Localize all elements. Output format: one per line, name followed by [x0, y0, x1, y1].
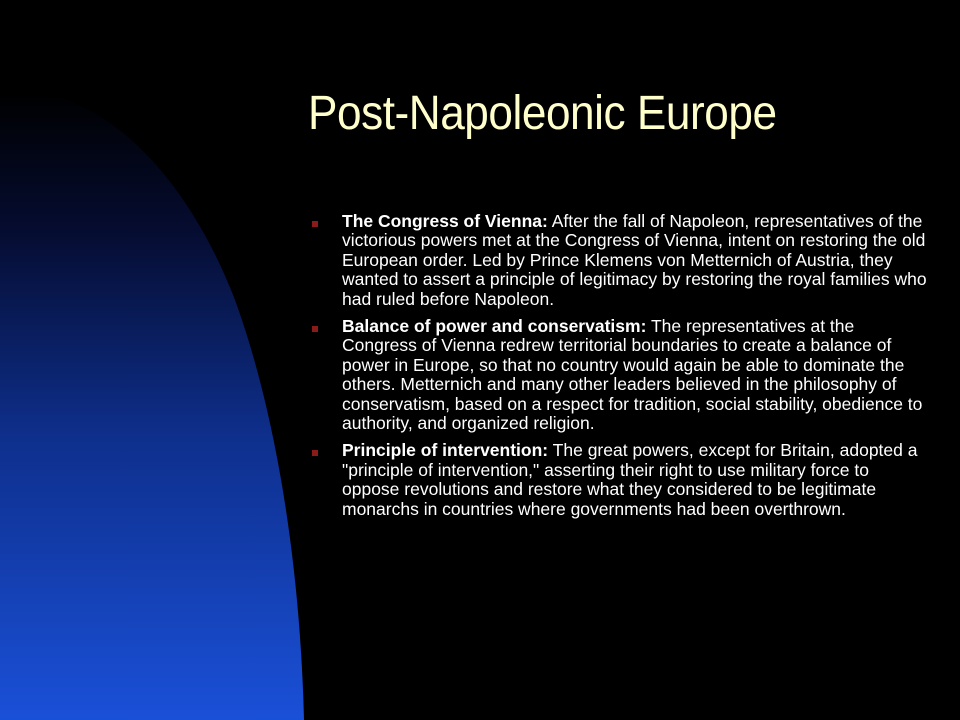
bullet-text: The great powers, except for Britain, adopted a "principle of intervention," asserting their right to use military force to oppose revolutions and restore what they considered to be legitimate monarchs in countries where governments had been overthrown.: [342, 440, 918, 519]
bullet-item-balance-of-power: [312, 317, 927, 433]
bullet-item-congress-of-vienna: [312, 212, 927, 309]
bullet-heading: Principle of intervention:: [342, 440, 549, 461]
bullet-text: The representatives at the Congress of Vienna redrew territorial boundaries to create a balance of power in Europe, so that no country would again be able to dominate the others. Metternich and many other leaders believed in the philosophy of conservatism, based on a respect for tradition, social stability, obedience to authority, and organized religion.: [342, 316, 923, 434]
square-bullet-icon: [312, 221, 318, 227]
square-bullet-icon: [312, 450, 318, 456]
square-bullet-icon: [312, 326, 318, 332]
slide-title: Post-Napoleonic Europe: [308, 87, 777, 140]
bullet-list: [312, 212, 927, 527]
bullet-text: After the fall of Napoleon, representatives of the victorious powers met at the Congress of Vienna, intent on restoring the old European order. Led by Prince Klemens von Metternich of Austria, they wanted to assert a principle of legitimacy by restoring the royal families who had ruled before Napoleon.: [342, 211, 927, 309]
bullet-heading: The Congress of Vienna:: [342, 211, 548, 231]
bullet-heading: Balance of power and conservatism:: [342, 316, 647, 337]
bullet-item-principle-of-intervention: [312, 441, 927, 519]
